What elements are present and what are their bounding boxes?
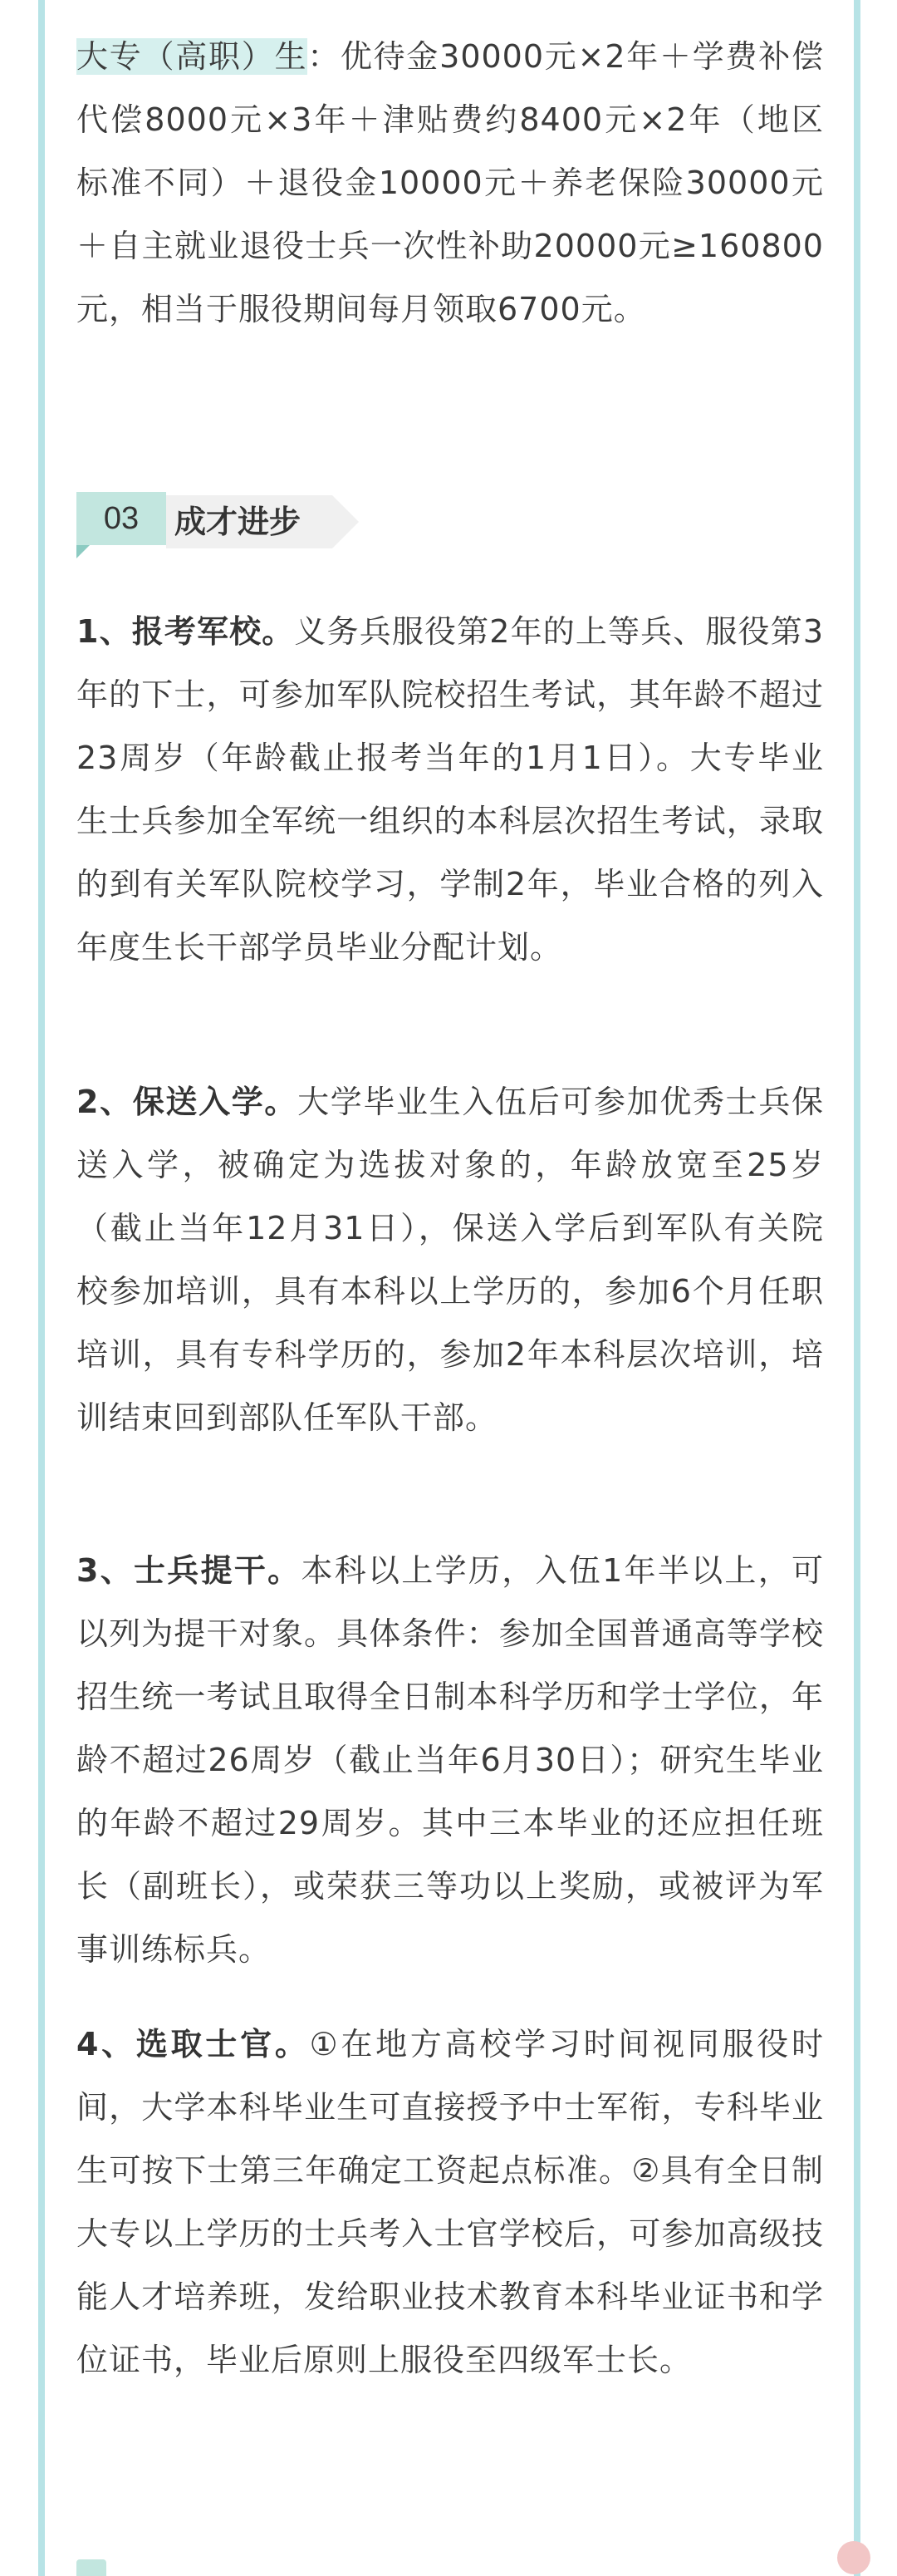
item-heading: 1、报考军校。 <box>76 613 295 650</box>
next-section-marker <box>76 2559 106 2576</box>
item-4 <box>76 2013 824 2392</box>
intro-paragraph <box>76 25 824 341</box>
item-paragraph <box>76 2013 824 2392</box>
item-3 <box>76 1539 824 1981</box>
intro-highlight: 大专（高职）生 <box>76 38 308 75</box>
item-heading: 4、选取士官。 <box>76 2026 310 2062</box>
decorative-dot <box>837 2541 870 2574</box>
item-paragraph <box>76 1070 824 1449</box>
item-body: 大学毕业生入伍后可参加优秀士兵保送入学，被确定为选拔对象的，年龄放宽至25岁（截止当年12月31日），保送入学后到军队有关院校参加培训，具有本科以上学历的，参加6个月任职培训，具有专科学历的，参加2年本科层次培训，培训结束回到部队任军队干部。 <box>76 1084 824 1436</box>
section-number-tail <box>76 545 90 558</box>
item-paragraph <box>76 1539 824 1981</box>
section-number: 03 <box>76 492 166 545</box>
section-arrow-shape <box>332 495 359 548</box>
left-frame-border <box>38 0 45 2576</box>
item-heading: 3、士兵提干。 <box>76 1552 301 1589</box>
item-body: ①在地方高校学习时间视同服役时间，大学本科毕业生可直接授予中士军衔，专科毕业生可按下士第三年确定工资起点标准。②具有全日制大专以上学历的士兵考入士官学校后，可参加高级技能人才培养班，发给职业技术教育本科毕业证书和学位证书，毕业后原则上服役至四级军士长。 <box>76 2026 824 2378</box>
item-heading: 2、保送入学。 <box>76 1084 298 1120</box>
item-body: 本科以上学历，入伍1年半以上，可以列为提干对象。具体条件：参加全国普通高等学校招生统一考试且取得全日制本科学历和学士学位，年龄不超过26周岁（截止当年6月30日）；研究生毕业的年龄不超过29周岁。其中三本毕业的还应担任班长（副班长），或荣获三等功以上奖励，或被评为军事训练标兵。 <box>76 1552 824 1968</box>
item-body: 义务兵服役第2年的上等兵、服役第3年的下士，可参加军队院校招生考试，其年龄不超过23周岁（年龄截止报考当年的1月1日）。大专毕业生士兵参加全军统一组织的本科层次招生考试，录取的到有关军队院校学习，学制2年，毕业合格的列入年度生长干部学员毕业分配计划。 <box>76 613 824 966</box>
intro-text: ：优待金30000元×2年＋学费补偿代偿8000元×3年＋津贴费约8400元×2年（地区标准不同）＋退役金10000元＋养老保险30000元＋自主就业退役士兵一次性补助20000元≥160800元，相当于服役期间每月领取6700元。 <box>76 38 824 327</box>
section-title: 成才进步 <box>174 504 301 540</box>
item-paragraph <box>76 600 824 979</box>
section-header <box>76 492 375 560</box>
right-frame-border <box>854 0 860 2576</box>
intro-paragraph-block <box>76 25 824 341</box>
item-2 <box>76 1070 824 1449</box>
item-1 <box>76 600 824 979</box>
